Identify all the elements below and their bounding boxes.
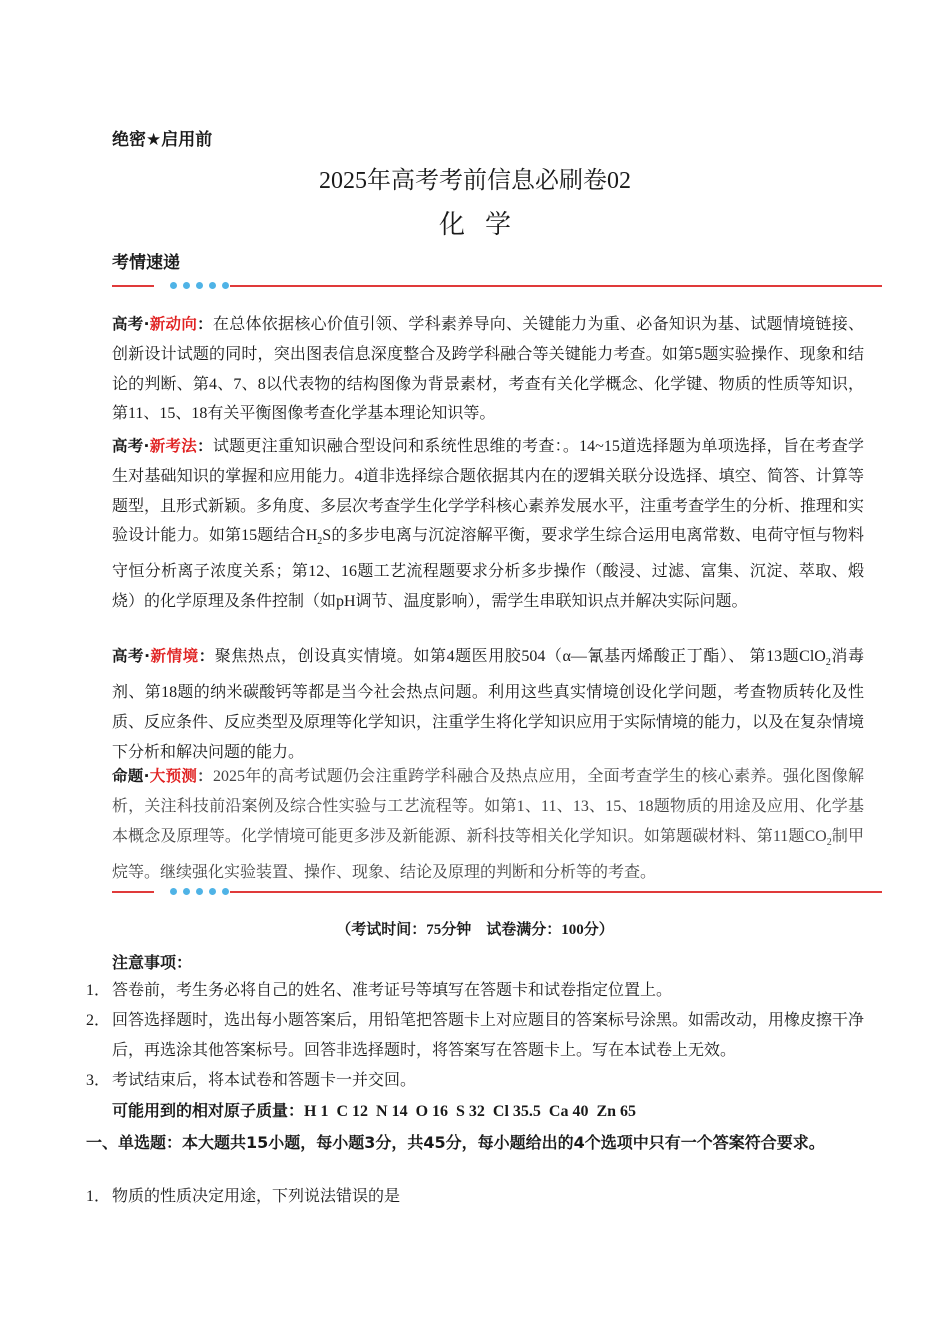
atomic-mass: 可能用到的相对原子质量：H 1 C 12 N 14 O 16 S 32 Cl 35.5 Ca 40 Zn 65 — [112, 1101, 637, 1120]
note-item: 1． 答卷前，考生务必将自己的姓名、准考证号等填写在答题卡和试卷指定位置上。 — [86, 980, 673, 999]
divider-dots-icon — [170, 282, 229, 289]
secret-label: 绝密★启用前 — [112, 130, 213, 150]
page-title: 2025年高考考前信息必刷卷02 — [319, 168, 631, 194]
exam-info: （考试时间：75分钟 试卷满分：100分） — [336, 922, 614, 938]
overview-item-method: 高考·新考法：试题更注重知识融合型设问和系统性思维的考查：。14~15道选择题为单项选择，旨在考查学生对基础知识的掌握和应用能力。4道非选择综合题依据其内在的逻辑关联分设选择、填空、简答、计算等题型，且形式新颖。多角度、多层次考查学生化学学科核心素养发展水平，注重考查学生的分析、推理和实验设计能力。如第15题结合$H_2S$的多步电离与沉淀溶解平衡，要求学生综合运用电离常数、电荷守恒与物料守恒分析离子浓度关系；第12、16题工艺流程题要求分析多步操作（酸浸、过滤、富集、沉淀、萃取、煅烧）的化学原理及条件控制（如pH调节、温度影响），需学生串联知识点并解决实际问题。 — [112, 437, 865, 611]
note-item: 3． 考试结束后，将本试卷和答题卡一并交回。 — [86, 1070, 417, 1089]
subject-title: 化学 — [438, 210, 531, 239]
notes-heading: 注意事项： — [112, 953, 193, 972]
top-divider — [112, 280, 882, 292]
overview-heading: 考情速递 — [112, 253, 180, 273]
overview-item-context: 高考·新情境：聚焦热点，创设真实情境。如第4题医用胶504（α—氰基丙烯酸正丁酯）、 第13题ClO$_2$消毒剂、第18题的纳米碳酸钙等都是当今社会热点问题。利用这些真实情境创设化学问题，考查物质转化及性质、反应条件、反应类型及原理等化学知识，注重学生将化学知识应用于实际情境的能力，以及在复杂情境下分析和解决问题的能力。 — [112, 647, 865, 761]
bottom-divider — [112, 886, 882, 898]
note-item: 2． 回答选择题时，选出每小题答案后，用铅笔把答题卡上对应题目的答案标号涂黑。如需改动，用橡皮擦干净后，再选涂其他答案标号。回答非选择题时，将答案写在答题卡上。写在本试卷上无效。 — [86, 1010, 865, 1059]
part1-heading: 一、单选题：本大题共15小题，每小题3分，共45分，每小题给出的4个选项中只有一个答案符合要求。 — [86, 1133, 825, 1152]
overview-item-prediction: 命题·大预测：2025年的高考试题仍会注重跨学科融合及热点应用，全面考查学生的核心素养。强化图像解析，关注科技前沿案例及综合性实验与工艺流程等。如第1、11、13、15、18题物质的用途及应用、化学基本概念及原理等。化学情境可能更多涉及新能源、新科技等相关化学知识。如第题碳材料、第11题$CO_2$制甲烷等。继续强化实验装置、操作、现象、结论及原理的判断和分析等的考查。 — [112, 767, 864, 881]
overview-item-trend: 高考·新动向：在总体依据核心价值引领、学科素养导向、关键能力为重、必备知识为基、试题情境链接、创新设计试题的同时，突出图表信息深度整合及跨学科融合等关键能力考查。如第5题实验操作、现象和结论的判断、第4、7、8以代表物的结构图像为背景素材，考查有关化学概念、化学键、物质的性质等知识，第11、15、18有关平衡图像考查化学基本理论知识等。 — [112, 315, 864, 423]
question-1: 1． 物质的性质决定用途，下列说法错误的是 — [86, 1186, 401, 1205]
divider-dots-icon — [170, 888, 229, 895]
